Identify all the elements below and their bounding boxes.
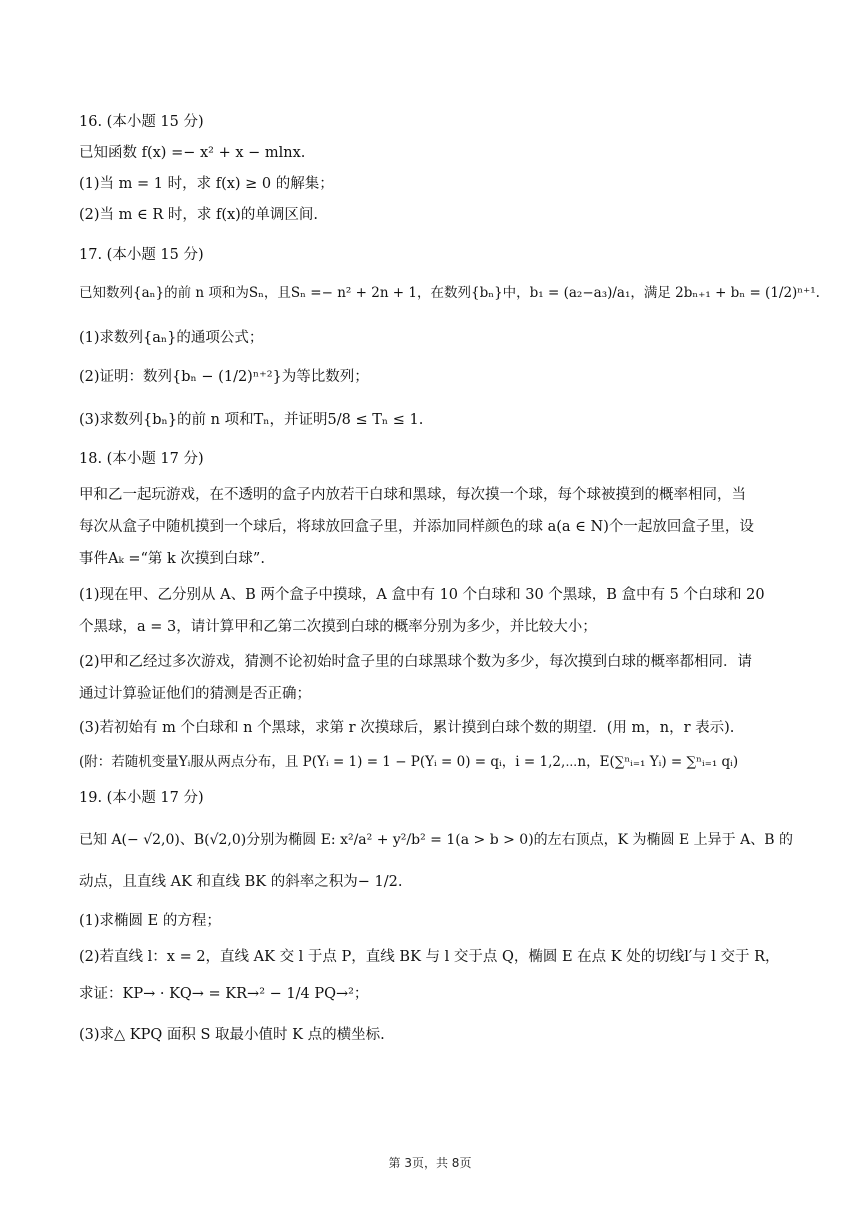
problem-16-part-2: (2)当 m ∈ R 时，求 f(x)的单调区间.	[79, 207, 318, 223]
problem-16-statement: 已知函数 f(x) =− x² + x − mlnx.	[79, 145, 306, 161]
problem-16-part-1: (1)当 m = 1 时，求 f(x) ≥ 0 的解集；	[79, 176, 334, 192]
problem-18-appendix: (附：若随机变量Yᵢ服从两点分布，且 P(Yᵢ = 1) = 1 − P(Yᵢ = 0) = qᵢ，i = 1,2,⋯n，E(∑ⁿᵢ₌₁ Yᵢ) = ∑ⁿᵢ₌₁ qᵢ)	[79, 754, 739, 770]
problem-18-text-1: 甲和乙一起玩游戏，在不透明的盒子内放若干白球和黑球，每次摸一个球，每个球被摸到的概率相同，当	[79, 487, 746, 503]
problem-17-part-1: (1)求数列{aₙ}的通项公式；	[79, 330, 264, 346]
problem-19-part-2-line-1: (2)若直线 l：x = 2，直线 AK 交 l 于点 P，直线 BK 与 l 交于点 Q，椭圆 E 在点 K 处的切线l′与 l 交于 R，	[79, 949, 780, 965]
problem-18-heading: 18. (本小题 17 分)	[79, 451, 204, 467]
problem-18-part-1-line-2: 个黑球，a = 3，请计算甲和乙第二次摸到白球的概率分别为多少，并比较大小；	[79, 619, 597, 635]
problem-18-part-1-line-1: (1)现在甲、乙分别从 A、B 两个盒子中摸球，A 盒中有 10 个白球和 30 个黑球，B 盒中有 5 个白球和 20	[79, 587, 765, 603]
problem-19-part-2-line-2: 求证：KP→ · KQ→ = KR→² − 1/4 PQ→²；	[79, 986, 369, 1002]
problem-17-heading: 17. (本小题 15 分)	[79, 247, 204, 263]
problem-19-text-2: 动点，且直线 AK 和直线 BK 的斜率之积为− 1/2.	[79, 874, 403, 890]
problem-17-part-3: (3)求数列{bₙ}的前 n 项和Tₙ，并证明5/8 ≤ Tₙ ≤ 1.	[79, 412, 424, 428]
problem-18-part-2-line-2: 通过计算验证他们的猜测是否正确；	[79, 686, 311, 702]
problem-18-part-2-line-1: (2)甲和乙经过多次游戏，猜测不论初始时盒子里的白球黑球个数为多少，每次摸到白球的概率都相同．请	[79, 654, 753, 670]
problem-19-part-1: (1)求椭圆 E 的方程；	[79, 913, 221, 929]
problem-17-part-2: (2)证明：数列{bₙ − (1/2)ⁿ⁺²}为等比数列；	[79, 369, 369, 385]
problem-17-statement: 已知数列{aₙ}的前 n 项和为Sₙ，且Sₙ =− n² + 2n + 1，在数列{bₙ}中，b₁ = (a₂−a₃)/a₁，满足 2bₙ₊₁ + bₙ = (1/2)ⁿ⁺¹.	[79, 285, 820, 301]
page-footer: 第 3页，共 8页	[388, 1156, 472, 1170]
problem-16-heading: 16. (本小题 15 分)	[79, 114, 204, 130]
problem-19-part-3: (3)求△ KPQ 面积 S 取最小值时 K 点的横坐标.	[79, 1027, 385, 1043]
problem-19-text-1: 已知 A(− √2,0)、B(√2,0)分别为椭圆 E: x²/a² + y²/b² = 1(a > b > 0)的左右顶点，K 为椭圆 E 上异于 A、B 的	[79, 832, 793, 848]
problem-18-part-3: (3)若初始有 m 个白球和 n 个黑球，求第 r 次摸球后，累计摸到白球个数的期望．(用 m，n，r 表示).	[79, 720, 735, 736]
problem-18-text-3: 事件Aₖ =“第 k 次摸到白球”.	[79, 551, 265, 567]
problem-19-heading: 19. (本小题 17 分)	[79, 790, 204, 806]
problem-18-text-2: 每次从盒子中随机摸到一个球后，将球放回盒子里，并添加同样颜色的球 a(a ∈ N)个一起放回盒子里，设	[79, 519, 754, 535]
